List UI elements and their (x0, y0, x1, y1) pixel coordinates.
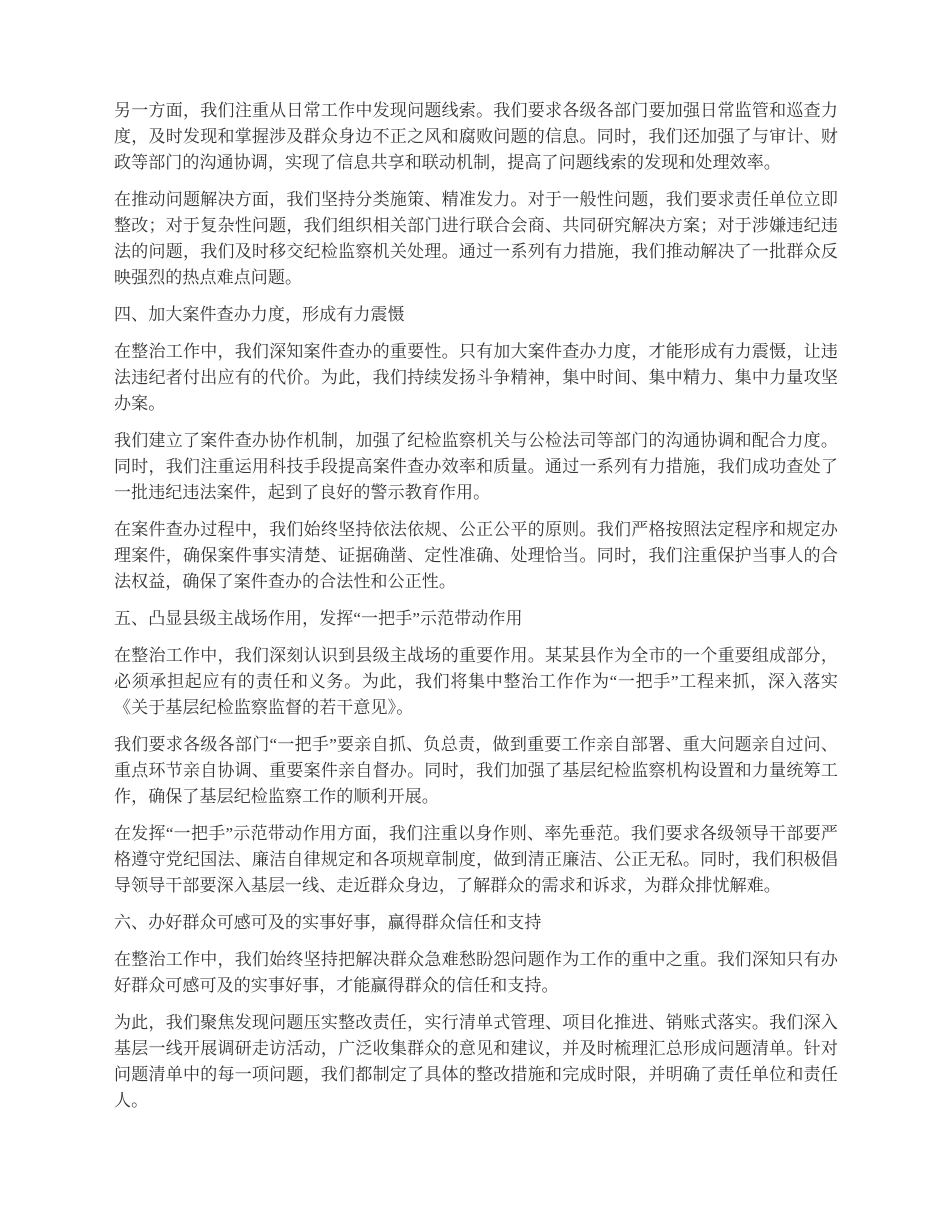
body-paragraph: 我们建立了案件查办协作机制，加强了纪检监察机关与公检法司等部门的沟通协调和配合力度。同时，我们注重运用科技手段提高案件查办效率和质量。通过一系列有力措施，我们成功查处了一批违纪违法案件，起到了良好的警示教育作用。 (114, 431, 838, 502)
section-heading: 五、凸显县级主战场作用，发挥“一把手”示范带动作用 (114, 609, 523, 628)
section-heading: 六、办好群众可感可及的实事好事，赢得群众信任和支持 (114, 913, 542, 932)
section-heading: 四、加大案件查办力度，形成有力震慑 (114, 305, 405, 324)
body-paragraph: 为此，我们聚焦发现问题压实整改责任，实行清单式管理、项目化推进、销账式落实。我们深入基层一线开展调研走访活动，广泛收集群众的意见和建议，并及时梳理汇总形成问题清单。针对问题清单中的每一项问题，我们都制定了具体的整改措施和完成时限，并明确了责任单位和责任人。 (114, 1013, 838, 1110)
body-paragraph: 在整治工作中，我们深知案件查办的重要性。只有加大案件查办力度，才能形成有力震慑，让违法违纪者付出应有的代价。为此，我们持续发扬斗争精神，集中时间、集中精力、集中力量攻坚办案。 (114, 342, 838, 413)
body-paragraph: 在推动问题解决方面，我们坚持分类施策、精准发力。对于一般性问题，我们要求责任单位立即整改；对于复杂性问题，我们组织相关部门进行联合会商、共同研究解决方案；对于涉嫌违纪违法的问题，我们及时移交纪检监察机关处理。通过一系列有力措施，我们推动解决了一批群众反映强烈的热点难点问题。 (114, 190, 838, 287)
body-paragraph: 在整治工作中，我们深刻认识到县级主战场的重要作用。某某县作为全市的一个重要组成部分，必须承担起应有的责任和义务。为此，我们将集中整治工作作为“一把手”工程来抓，深入落实《关于基层纪检监察监督的若干意见》。 (114, 646, 838, 717)
document-body (114, 98, 838, 1114)
body-paragraph: 在案件查办过程中，我们始终坚持依法依规、公正公平的原则。我们严格按照法定程序和规定办理案件，确保案件事实清楚、证据确凿、定性准确、处理恰当。同时，我们注重保护当事人的合法权益，确保了案件查办的合法性和公正性。 (114, 520, 838, 591)
body-paragraph: 在发挥“一把手”示范带动作用方面，我们注重以身作则、率先垂范。我们要求各级领导干部要严格遵守党纪国法、廉洁自律规定和各项规章制度，做到清正廉洁、公正无私。同时，我们积极倡导领导干部要深入基层一线、走近群众身边，了解群众的需求和诉求，为群众排忧解难。 (114, 824, 838, 895)
body-paragraph: 另一方面，我们注重从日常工作中发现问题线索。我们要求各级各部门要加强日常监管和巡查力度，及时发现和掌握涉及群众身边不正之风和腐败问题的信息。同时，我们还加强了与审计、财政等部门的沟通协调，实现了信息共享和联动机制，提高了问题线索的发现和处理效率。 (114, 101, 838, 172)
body-paragraph: 我们要求各级各部门“一把手”要亲自抓、负总责，做到重要工作亲自部署、重大问题亲自过问、重点环节亲自协调、重要案件亲自督办。同时，我们加强了基层纪检监察机构设置和力量统筹工作，确保了基层纪检监察工作的顺利开展。 (114, 735, 838, 806)
body-paragraph: 在整治工作中，我们始终坚持把解决群众急难愁盼怨问题作为工作的重中之重。我们深知只有办好群众可感可及的实事好事，才能赢得群众的信任和支持。 (114, 950, 838, 995)
